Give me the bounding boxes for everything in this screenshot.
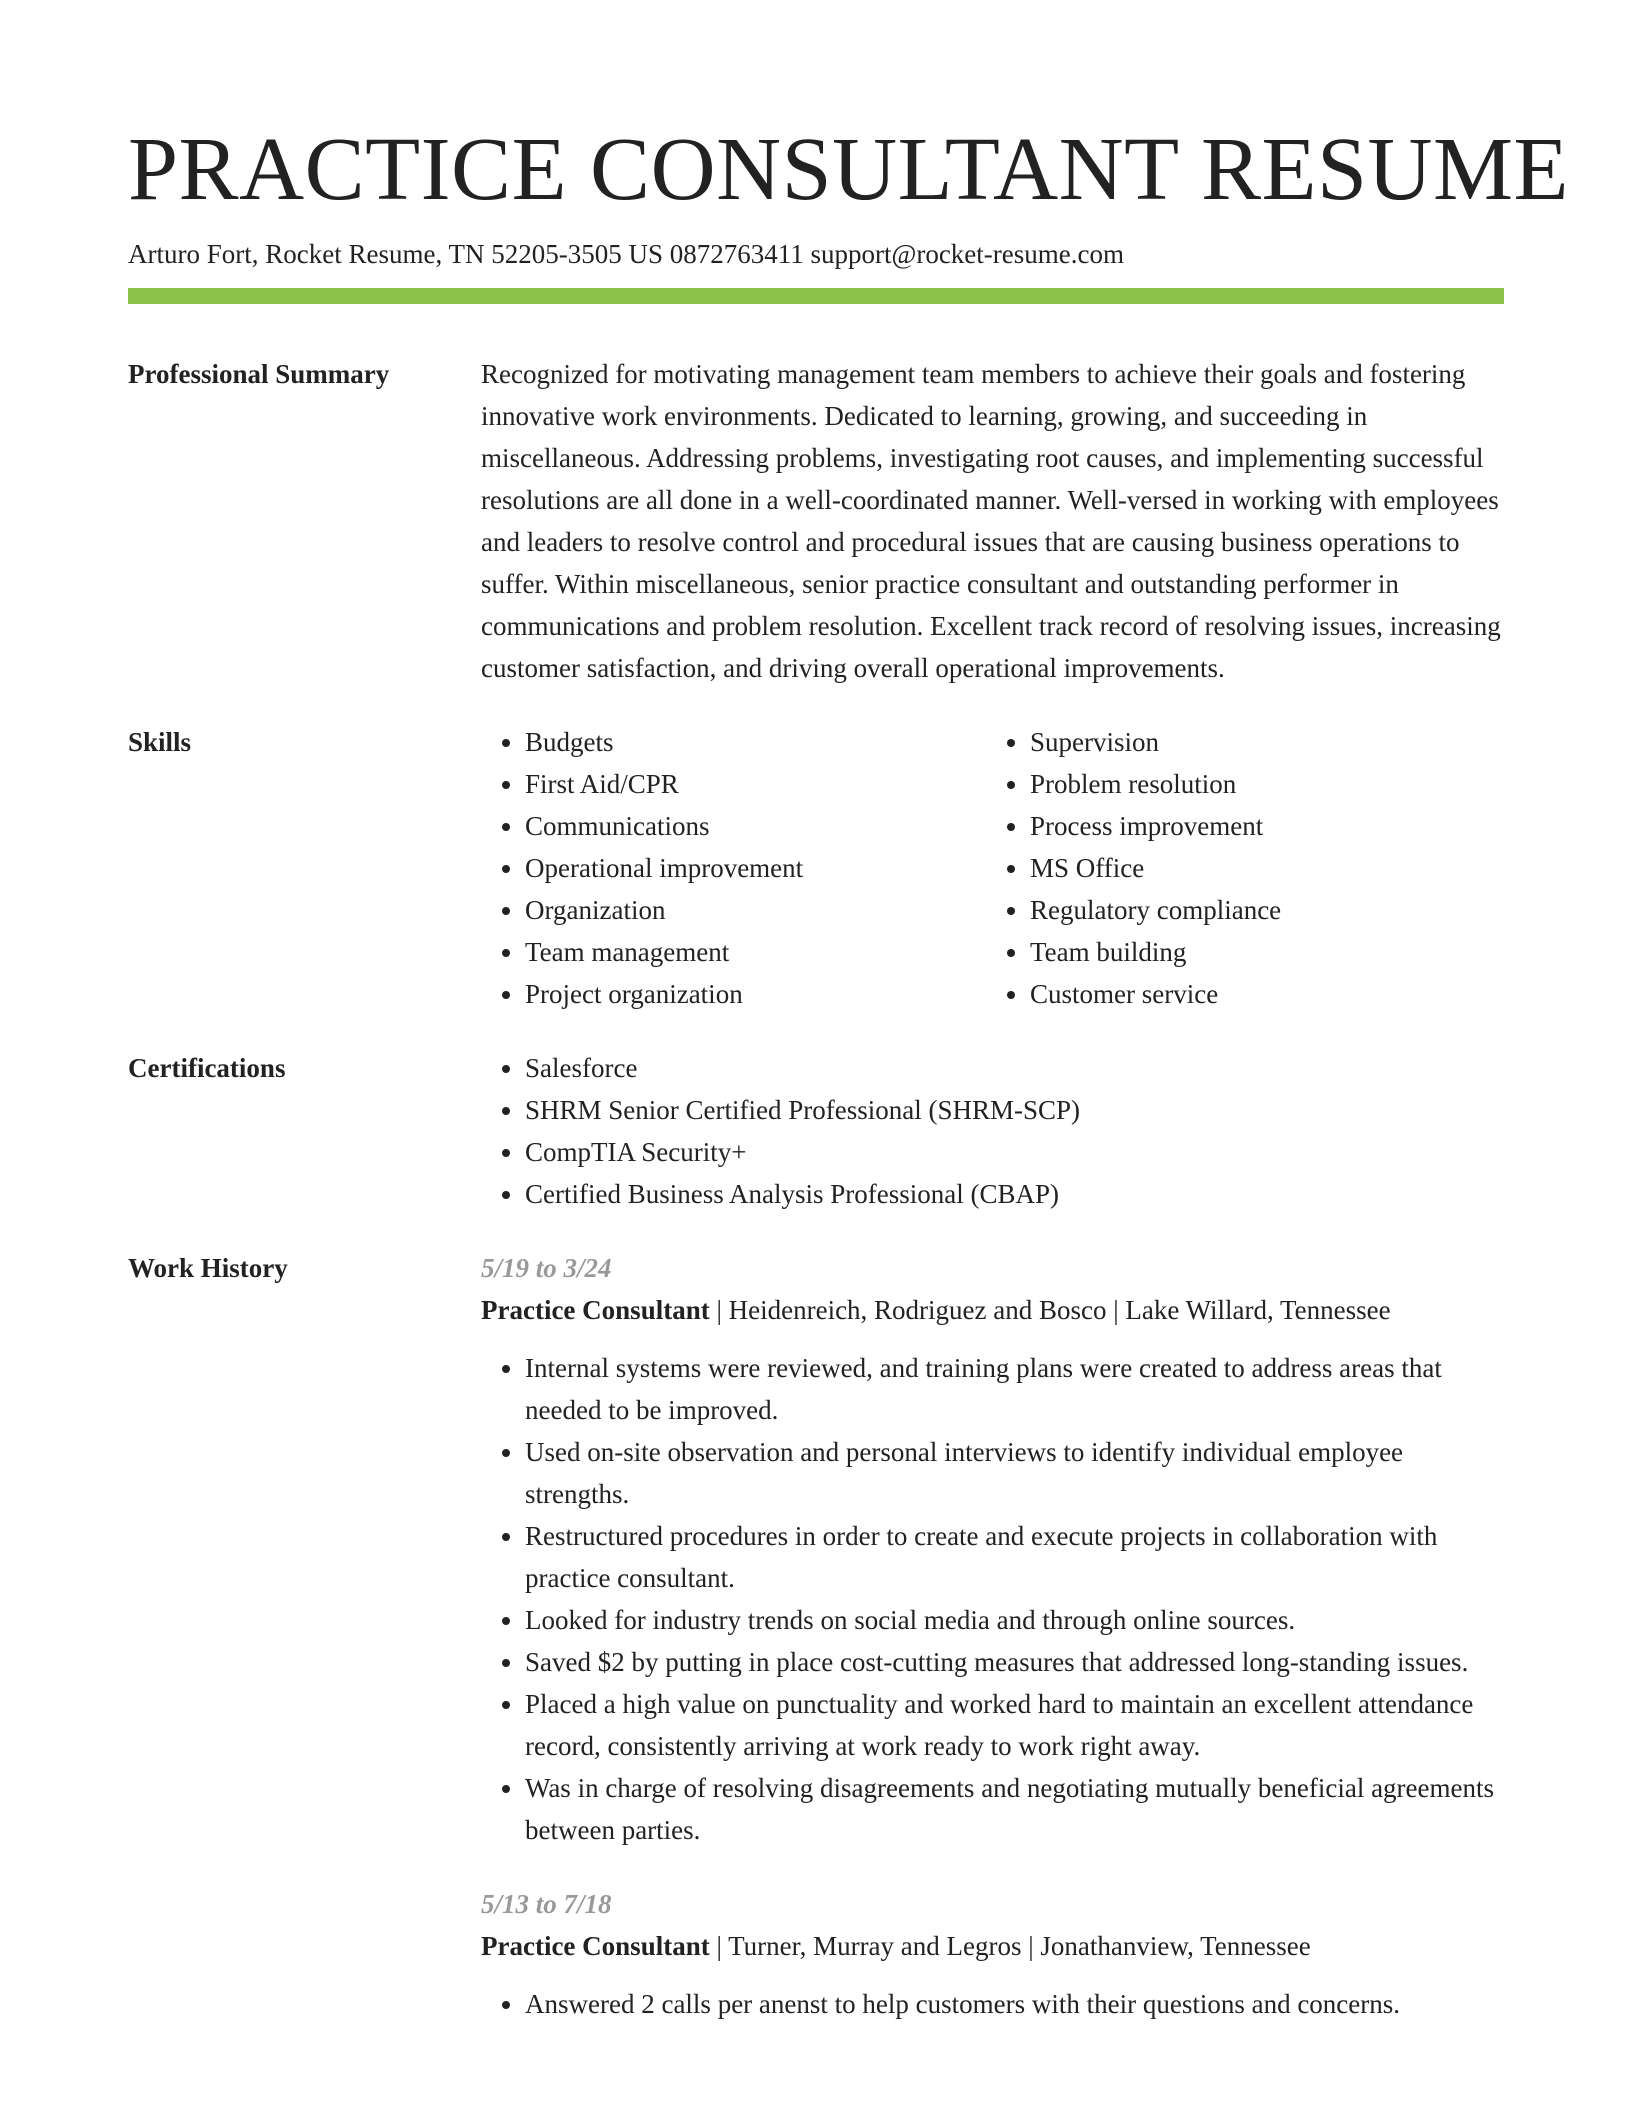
- section-label-work-history: Work History: [128, 1253, 288, 1283]
- job-bullet: • Saved $2 by putting in place cost-cutting measures that addressed long-standing issues.: [525, 1641, 1504, 1683]
- skill-item: • MS Office: [1030, 847, 1491, 889]
- skills-list-right: [986, 721, 1491, 1015]
- job-bullet: • Placed a high value on punctuality and worked hard to maintain an excellent attendance record, consistently arriving at work ready to work right away.: [525, 1683, 1504, 1767]
- job-bullets: [481, 1347, 1504, 1851]
- skill-item: • Problem resolution: [1030, 763, 1491, 805]
- job-bullet: • Restructured procedures in order to create and execute projects in collaboration with practice consultant.: [525, 1515, 1504, 1599]
- skills-section: [128, 721, 1504, 1015]
- job-bullet: • Was in charge of resolving disagreements and negotiating mutually beneficial agreements between parties.: [525, 1767, 1504, 1851]
- skill-item: • Regulatory compliance: [1030, 889, 1491, 931]
- skills-column-right: [986, 721, 1491, 1015]
- certifications-body: [481, 1047, 1504, 1215]
- certifications-list: [481, 1047, 1504, 1215]
- certification-item: • Salesforce: [525, 1047, 1504, 1089]
- section-label-summary: Professional Summary: [128, 359, 390, 389]
- skill-item: • Supervision: [1030, 721, 1491, 763]
- certification-item: • CompTIA Security+: [525, 1131, 1504, 1173]
- skills-column-left: [481, 721, 986, 1015]
- skill-item: • Team building: [1030, 931, 1491, 973]
- contact-line: Arturo Fort, Rocket Resume, TN 52205-3505 US 0872763411 support@rocket-resume.com: [128, 239, 1124, 269]
- skill-item: • Budgets: [525, 721, 986, 763]
- skill-item: • Customer service: [1030, 973, 1491, 1015]
- job-dates: 5/19 to 3/24: [481, 1253, 612, 1283]
- work-history-section: [128, 1247, 1504, 2025]
- summary-text: Recognized for motivating management team members to achieve their goals and fostering innovative work environments. Dedicated to learning, growing, and succeeding in miscellaneous. Addressing problems, investigating root causes, and implementing successful resolutions are all done in a well-coordinated manner. Well-versed in working with employees and leaders to resolve control and procedural issues that are causing business operations to suffer. Within miscellaneous, senior practice consultant and outstanding performer in communications and problem resolution. Excellent track record of resolving issues, increasing customer satisfaction, and driving overall operational improvements.: [481, 359, 1501, 683]
- job-bullet: • Answered 2 calls per anenst to help customers with their questions and concerns.: [525, 1983, 1504, 2025]
- job-bullet: • Internal systems were reviewed, and training plans were created to address areas that needed to be improved.: [525, 1347, 1504, 1431]
- skill-item: • Team management: [525, 931, 986, 973]
- section-label-certifications: Certifications: [128, 1053, 286, 1083]
- certifications-section: [128, 1047, 1504, 1215]
- job-dates: 5/13 to 7/18: [481, 1889, 612, 1919]
- header-divider: [128, 288, 1504, 304]
- professional-summary-section: [128, 353, 1504, 689]
- skill-item: • Project organization: [525, 973, 986, 1015]
- skills-grid: [481, 721, 1504, 1015]
- job-employer-location: | Turner, Murray and Legros | Jonathanview, Tennessee: [709, 1931, 1311, 1961]
- job-heading: [481, 1289, 1504, 1331]
- job-bullet: • Looked for industry trends on social media and through online sources.: [525, 1599, 1504, 1641]
- certification-item: • SHRM Senior Certified Professional (SHRM-SCP): [525, 1089, 1504, 1131]
- section-label-skills: Skills: [128, 727, 192, 757]
- resume-title: PRACTICE CONSULTANT RESUME: [128, 120, 1570, 219]
- job-role: Practice Consultant: [481, 1931, 710, 1961]
- job-role: Practice Consultant: [481, 1295, 710, 1325]
- skill-item: • First Aid/CPR: [525, 763, 986, 805]
- skill-item: • Process improvement: [1030, 805, 1491, 847]
- skill-item: • Organization: [525, 889, 986, 931]
- skill-item: • Operational improvement: [525, 847, 986, 889]
- work-history-body: [481, 1247, 1504, 2025]
- job-bullets: [481, 1983, 1504, 2025]
- skills-list-left: [481, 721, 986, 1015]
- job-employer-location: | Heidenreich, Rodriguez and Bosco | Lake Willard, Tennessee: [709, 1295, 1391, 1325]
- certification-item: • Certified Business Analysis Professional (CBAP): [525, 1173, 1504, 1215]
- job-entry: [481, 1883, 1504, 2025]
- job-bullet: • Used on-site observation and personal interviews to identify individual employee strengths.: [525, 1431, 1504, 1515]
- skill-item: • Communications: [525, 805, 986, 847]
- job-heading: [481, 1925, 1504, 1967]
- job-entry: [481, 1247, 1504, 1851]
